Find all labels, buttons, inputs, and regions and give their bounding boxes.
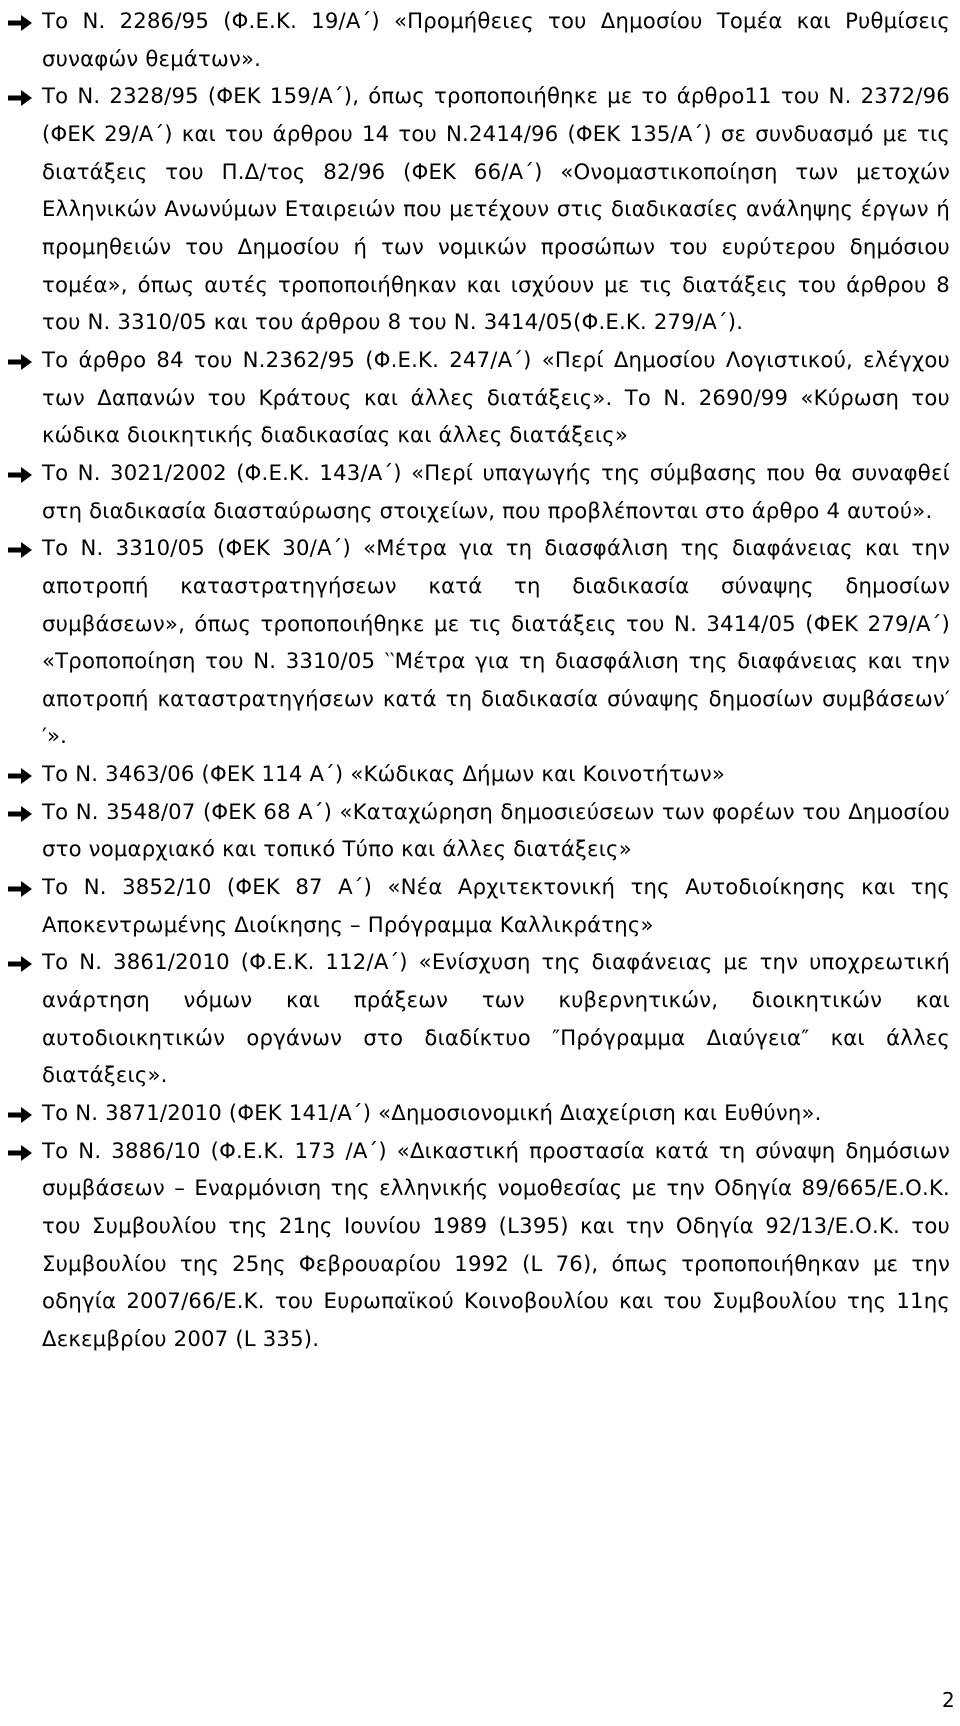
arrow-right-icon xyxy=(6,1105,34,1125)
list-item xyxy=(6,868,950,943)
arrow-right-icon xyxy=(6,352,34,372)
arrow-right-icon xyxy=(6,540,34,560)
arrow-right-icon xyxy=(6,1143,34,1163)
page-number: 2 xyxy=(942,1688,955,1712)
list-item xyxy=(6,755,950,793)
list-item-text: Το Ν. 3861/2010 (Φ.Ε.Κ. 112/Α΄) «Ενίσχυση της διαφάνειας με την υποχρεωτική ανάρτηση νόμων και πράξεων των κυβερνητικών, διοικητικών και αυτοδιοικητικών οργάνων στο διαδίκτυο ″Πρόγραμμα Διαύγεια″ και άλλες διατάξεις». xyxy=(42,949,950,1088)
list-item xyxy=(6,529,950,755)
arrow-right-icon xyxy=(6,954,34,974)
arrow-right-icon xyxy=(6,766,34,786)
list-item-text: Το Ν. 2286/95 (Φ.Ε.Κ. 19/Α΄) «Προμήθειες του Δημοσίου Τομέα και Ρυθμίσεις συναφών θεμάτων». xyxy=(42,8,950,71)
list-item-text: Το Ν. 3310/05 (ΦΕΚ 30/Α΄) «Μέτρα για τη διασφάλιση της διαφάνειας και την αποτροπή καταστρατηγήσεων κατά τη διαδικασία σύναψης δημοσίων συμβάσεων», όπως τροποποιήθηκε με τις διατάξεις του Ν. 3414/05 (ΦΕΚ 279/Α΄) «Τροποποίηση του Ν. 3310/05 ‵‵Μέτρα για τη διασφάλιση της διαφάνειας και την αποτροπή καταστρατηγήσεων κατά τη διαδικασία σύναψης δημοσίων συμβάσεων′′». xyxy=(42,535,950,749)
list-item-text: Το Ν. 2328/95 (ΦΕΚ 159/Α΄), όπως τροποποιήθηκε με το άρθρο11 του Ν. 2372/96 (ΦΕΚ 29/Α΄) και του άρθρου 14 του Ν.2414/96 (ΦΕΚ 135/Α΄) σε συνδυασμό με τις διατάξεις του Π.Δ/τος 82/96 (ΦΕΚ 66/Α΄) «Ονομαστικοποίηση των μετοχών Ελληνικών Ανωνύμων Εταιρειών που μετέχουν στις διαδικασίες ανάληψης έργων ή προμηθειών του Δημοσίου ή των νομικών προσώπων του ευρύτερου δημόσιου τομέα», όπως αυτές τροποποιήθηκαν και ισχύουν με τις διατάξεις του άρθρου 8 του Ν. 3310/05 και του άρθρου 8 του Ν. 3414/05(Φ.Ε.Κ. 279/Α΄). xyxy=(42,83,950,335)
arrow-right-icon xyxy=(6,13,34,33)
arrow-right-icon xyxy=(6,465,34,485)
list-item xyxy=(6,77,950,341)
list-item-text: Το Ν. 3852/10 (ΦΕΚ 87 Α΄) «Νέα Αρχιτεκτονική της Αυτοδιοίκησης και της Αποκεντρωμένης Διοίκησης – Πρόγραμμα Καλλικράτης» xyxy=(42,874,950,937)
list-item xyxy=(6,793,950,868)
arrow-right-icon xyxy=(6,88,34,108)
list-item xyxy=(6,1132,950,1358)
list-item-text: Το Ν. 3021/2002 (Φ.Ε.Κ. 143/Α΄) «Περί υπαγωγής της σύμβασης που θα συναφθεί στη διαδικασία διασταύρωσης στοιχείων, που προβλέπονται στο άρθρο 4 αυτού». xyxy=(42,459,950,523)
list-item-text: Το Ν. 3548/07 (ΦΕΚ 68 Α΄) «Καταχώρηση δημοσιεύσεων των φορέων του Δημοσίου στο νομαρχιακό και τοπικό Τύπο και άλλες διατάξεις» xyxy=(42,798,950,862)
list-item xyxy=(6,943,950,1094)
legislation-list xyxy=(6,2,950,1358)
list-item xyxy=(6,2,950,77)
arrow-right-icon xyxy=(6,804,34,824)
list-item-text: Το Ν. 3463/06 (ΦΕΚ 114 Α΄) «Κώδικας Δήμων και Κοινοτήτων» xyxy=(42,761,726,787)
list-item-text: Το Ν. 3871/2010 (ΦΕΚ 141/Α΄) «Δημοσιονομική Διαχείριση και Ευθύνη». xyxy=(42,1100,822,1126)
list-item-text: Το άρθρο 84 του Ν.2362/95 (Φ.Ε.Κ. 247/Α΄) «Περί Δημοσίου Λογιστικού, ελέγχου των Δαπανών του Κράτους και άλλες διατάξεις». Το Ν. 2690/99 «Κύρωση του κώδικα διοικητικής διαδικασίας και άλλες διατάξεις» xyxy=(42,346,950,448)
list-item xyxy=(6,341,950,454)
list-item xyxy=(6,454,950,529)
list-item xyxy=(6,1094,950,1132)
list-item-text: Το Ν. 3886/10 (Φ.Ε.Κ. 173 /Α΄) «Δικαστική προστασία κατά τη σύναψη δημόσιων συμβάσεων – Εναρμόνιση της ελληνικής νομοθεσίας με την Οδηγία 89/665/Ε.Ο.Κ. του Συμβουλίου της 21ης Ιουνίου 1989 (L395) και την Οδηγία 92/13/Ε.Ο.Κ. του Συμβουλίου της 25ης Φεβρουαρίου 1992 (L 76), όπως τροποποιήθηκαν με την οδηγία 2007/66/Ε.Κ. του Ευρωπαϊκού Κοινοβουλίου και του Συμβουλίου της 11ης Δεκεμβρίου 2007 (L 335). xyxy=(42,1137,950,1351)
arrow-right-icon xyxy=(6,879,34,899)
